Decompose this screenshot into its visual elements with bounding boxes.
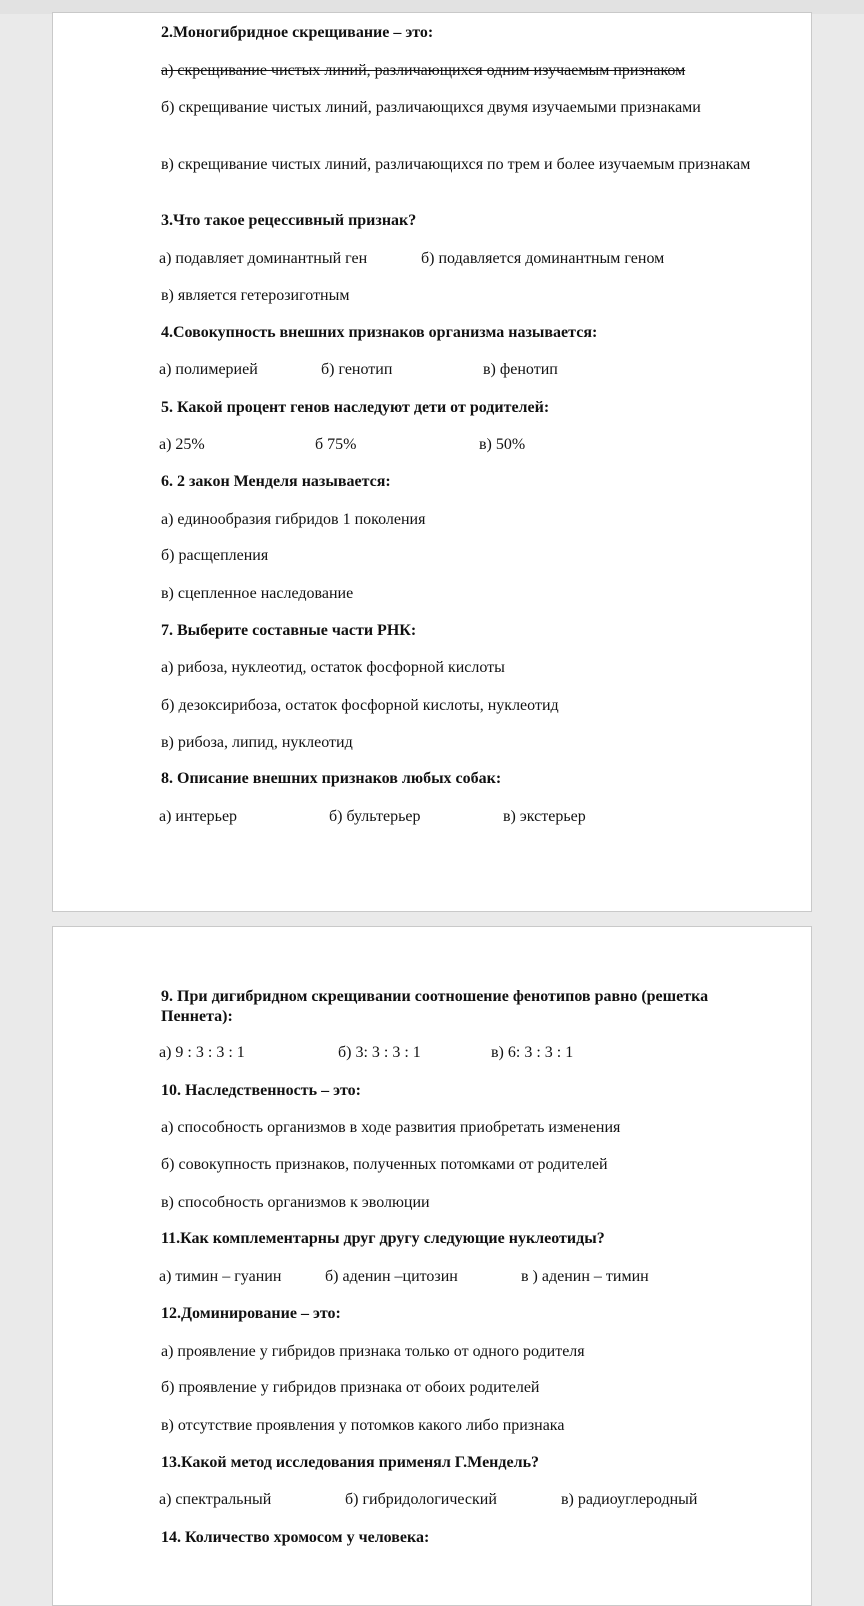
question-6-option-b: б) расщепления — [161, 547, 269, 564]
question-7-option-c: в) рибоза, липид, нуклеотид — [161, 734, 353, 751]
question-10-title: 10. Наследственность – это: — [161, 1082, 361, 1099]
question-5-option-c: в) 50% — [479, 436, 526, 453]
question-6-option-c: в) сцепленное наследование — [161, 585, 354, 602]
question-6-title: 6. 2 закон Менделя называется: — [161, 473, 391, 490]
question-9-option-a: а) 9 : 3 : 3 : 1 — [159, 1044, 245, 1061]
question-9-option-c: в) 6: 3 : 3 : 1 — [491, 1044, 574, 1061]
question-13-option-b: б) гибридологический — [345, 1491, 497, 1508]
question-12-option-a: а) проявление у гибридов признака только от одного родителя — [161, 1343, 585, 1360]
question-4-option-c: в) фенотип — [483, 361, 558, 378]
question-13-option-a: а) спектральный — [159, 1491, 272, 1508]
document-page-1 — [52, 12, 812, 912]
question-11-title: 11.Как комплементарны друг другу следующие нуклеотиды? — [161, 1230, 605, 1247]
question-10-option-a: а) способность организмов в ходе развития приобретать изменения — [161, 1119, 621, 1136]
question-13-title: 13.Какой метод исследования применял Г.Мендель? — [161, 1454, 540, 1471]
question-11-option-b: б) аденин –цитозин — [325, 1268, 458, 1285]
question-12-option-b: б) проявление у гибридов признака от обоих родителей — [161, 1379, 540, 1396]
question-2-title: 2.Моногибридное скрещивание – это: — [161, 24, 434, 41]
question-3-title: 3.Что такое рецессивный признак? — [161, 212, 417, 229]
question-9-title: 9. При дигибридном скрещивании соотношение фенотипов равно (решетка Пеннета): — [161, 988, 709, 1025]
question-14-title: 14. Количество хромосом у человека: — [161, 1529, 430, 1546]
question-5-option-b: б 75% — [315, 436, 357, 453]
question-2-option-b: б) скрещивание чистых линий, различающихся двумя изучаемыми признаками — [161, 99, 701, 116]
question-2-option-c: в) скрещивание чистых линий, различающихся по трем и более изучаемым признакам — [161, 156, 751, 173]
question-11-option-a: а) тимин – гуанин — [159, 1268, 282, 1285]
question-3-option-a: а) подавляет доминантный ген — [159, 250, 368, 267]
question-8-option-c: в) экстерьер — [503, 808, 586, 825]
document-page-2 — [52, 926, 812, 1606]
question-10-option-c: в) способность организмов к эволюции — [161, 1194, 430, 1211]
question-10-option-b: б) совокупность признаков, полученных потомками от родителей — [161, 1156, 608, 1173]
question-2-option-a: а) скрещивание чистых линий, различающихся одним изучаемым признаком — [161, 62, 686, 79]
question-12-title: 12.Доминирование – это: — [161, 1305, 341, 1322]
question-7-option-a: а) рибоза, нуклеотид, остаток фосфорной кислоты — [161, 659, 505, 676]
question-3-option-c: в) является гетерозиготным — [161, 287, 350, 304]
question-8-option-a: а) интерьер — [159, 808, 238, 825]
question-12-option-c: в) отсутствие проявления у потомков какого либо признака — [161, 1417, 565, 1434]
question-7-option-b: б) дезоксирибоза, остаток фосфорной кислоты, нуклеотид — [161, 697, 559, 714]
question-13-option-c: в) радиоуглеродный — [561, 1491, 698, 1508]
question-6-option-a: а) единообразия гибридов 1 поколения — [161, 511, 426, 528]
question-4-option-b: б) генотип — [321, 361, 393, 378]
question-4-title: 4.Совокупность внешних признаков организма называется: — [161, 324, 598, 341]
question-3-option-b: б) подавляется доминантным геном — [421, 250, 665, 267]
question-5-option-a: а) 25% — [159, 436, 205, 453]
question-5-title: 5. Какой процент генов наследуют дети от родителей: — [161, 399, 550, 416]
question-7-title: 7. Выберите составные части РНК: — [161, 622, 417, 639]
question-8-title: 8. Описание внешних признаков любых собак: — [161, 770, 502, 787]
question-4-option-a: а) полимерией — [159, 361, 258, 378]
question-8-option-b: б) бультерьер — [329, 808, 421, 825]
question-9-option-b: б) 3: 3 : 3 : 1 — [338, 1044, 421, 1061]
question-11-option-c: в ) аденин – тимин — [521, 1268, 649, 1285]
